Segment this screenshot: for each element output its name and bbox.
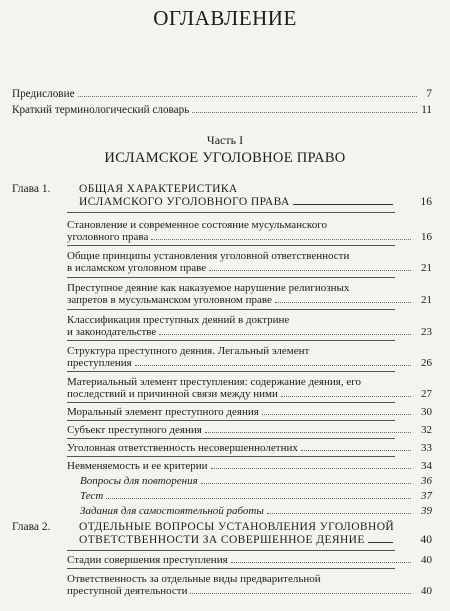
toc-entry-label: Невменяемость и ее критерии	[67, 460, 208, 472]
chapter-page: 16	[420, 196, 432, 208]
chapter-1-heading[interactable]	[12, 183, 432, 211]
toc-entry-label-cont: запретов в мусульманском уголовном праве	[67, 294, 272, 306]
toc-entry-preface[interactable]	[12, 88, 432, 101]
divider	[67, 550, 395, 551]
toc-entry-page: 36	[421, 475, 432, 487]
toc-entry[interactable]	[67, 424, 432, 436]
toc-entry-label: Классификация преступных деяний в доктрине	[67, 314, 290, 326]
divider	[67, 438, 395, 439]
toc-entry-page: 26	[421, 357, 432, 369]
leader-dots	[159, 334, 411, 335]
toc-entry-test[interactable]	[67, 490, 432, 502]
toc-entry-page: 34	[421, 460, 432, 472]
leader-dots	[275, 302, 411, 303]
divider	[67, 212, 395, 213]
toc-entry-label: Вопросы для повторения	[80, 475, 198, 487]
toc-entry[interactable]	[67, 442, 432, 454]
chapter-title-line1: ОТДЕЛЬНЫЕ ВОПРОСЫ УСТАНОВЛЕНИЯ УГОЛОВНОЙ	[79, 521, 395, 533]
toc-entry-label-cont: уголовного права	[67, 231, 149, 243]
toc-entry-label: Тест	[80, 490, 104, 502]
leader-dots	[106, 498, 411, 499]
toc-entry-label: Становление и современное состояние мусульманского	[67, 219, 327, 231]
toc-entry-page: 40	[421, 554, 432, 566]
toc-entry-label: Общие принципы установления уголовной ответственности	[67, 250, 350, 262]
toc-entry-page: 21	[421, 262, 432, 274]
toc-entry[interactable]	[67, 554, 432, 566]
toc-entry-label-cont: в исламском уголовном праве	[67, 262, 207, 274]
toc-entry-label: Ответственность за отдельные виды предварительной	[67, 573, 321, 585]
toc-entry-page: 32	[421, 424, 432, 436]
chapter-2-heading[interactable]	[12, 521, 432, 549]
toc-entry[interactable]	[67, 282, 432, 306]
toc-entry-label-cont: преступления	[67, 357, 132, 369]
divider	[67, 420, 395, 421]
divider	[67, 340, 395, 341]
divider	[67, 456, 395, 457]
toc-entry-label: Материальный элемент преступления: содержание деяния, его	[67, 376, 361, 388]
page-title: ОГЛАВЛЕНИЕ	[153, 6, 297, 30]
toc-entry-label: Уголовная ответственность несовершеннолетних	[67, 442, 298, 454]
toc-entry-label: Стадии совершения преступления	[67, 554, 228, 566]
toc-entry[interactable]	[67, 376, 432, 400]
chapter-title-line2: ИСЛАМСКОГО УГОЛОВНОГО ПРАВА	[79, 196, 290, 208]
leader-dots	[262, 414, 411, 415]
toc-entry-label: Преступное деяние как наказуемое нарушение религиозных	[67, 282, 350, 294]
leader-dots	[267, 513, 411, 514]
part-title: ИСЛАМСКОЕ УГОЛОВНОЕ ПРАВО	[104, 150, 346, 166]
toc-entry-self-study[interactable]	[67, 505, 432, 517]
toc-entry-page: 40	[421, 585, 432, 597]
leader-dots	[190, 593, 411, 594]
toc-entry-label: Структура преступного деяния. Легальный элемент	[67, 345, 310, 357]
toc-entry[interactable]	[67, 345, 432, 369]
toc-entry-label-cont: и законодательстве	[67, 326, 157, 338]
toc-entry-label: Предисловие	[12, 88, 75, 100]
leader-dots	[78, 95, 417, 97]
toc-entry[interactable]	[67, 406, 432, 418]
part-label: Часть I	[206, 133, 244, 147]
toc-entry-page: 27	[421, 388, 432, 400]
toc-entry-page: 37	[421, 490, 432, 502]
toc-entry-page: 7	[426, 88, 432, 100]
leader-dots	[151, 239, 411, 240]
toc-entry-page: 30	[421, 406, 432, 418]
leader-dots	[209, 270, 411, 271]
chapter-title-line1: ОБЩАЯ ХАРАКТЕРИСТИКА	[79, 183, 238, 195]
toc-entry-page: 39	[421, 505, 432, 517]
toc-entry[interactable]	[67, 314, 432, 338]
leader-dots	[281, 396, 411, 397]
toc-entry-glossary[interactable]	[12, 104, 432, 117]
toc-entry-review-questions[interactable]	[67, 475, 432, 487]
leader-dots	[301, 450, 411, 451]
toc-entry-label: Субъект преступного деяния	[67, 424, 202, 436]
toc-entry[interactable]	[67, 250, 432, 274]
leader-line	[293, 204, 393, 205]
leader-dots	[192, 111, 417, 113]
leader-dots	[231, 562, 411, 563]
leader-dots	[205, 432, 411, 433]
divider	[67, 245, 395, 246]
leader-dots	[135, 365, 411, 366]
leader-line	[368, 542, 393, 543]
chapter-page: 40	[420, 534, 432, 546]
leader-dots	[201, 483, 411, 484]
toc-entry-page: 23	[421, 326, 432, 338]
leader-dots	[211, 468, 411, 469]
toc-entry-label: Краткий терминологический словарь	[12, 104, 190, 116]
toc-entry[interactable]	[67, 460, 432, 472]
toc-entry-label-cont: преступной деятельности	[67, 585, 188, 597]
divider	[67, 309, 395, 310]
toc-entry-label: Моральный элемент преступного деяния	[67, 406, 259, 418]
toc-entry-label-cont: последствий и причинной связи между ними	[67, 388, 278, 400]
toc-entry[interactable]	[67, 573, 432, 597]
chapter-number: Глава 2.	[12, 521, 51, 533]
toc-entry[interactable]	[67, 219, 432, 243]
chapter-title-line2: ОТВЕТСТВЕННОСТИ ЗА СОВЕРШЕННОЕ ДЕЯНИЕ	[79, 534, 365, 546]
chapter-number: Глава 1.	[12, 183, 51, 195]
toc-entry-page: 16	[421, 231, 432, 243]
toc-entry-page: 21	[421, 294, 432, 306]
divider	[67, 277, 395, 278]
divider	[67, 371, 395, 372]
toc-entry-page: 33	[421, 442, 432, 454]
divider	[67, 402, 395, 403]
divider	[67, 568, 395, 569]
toc-entry-label: Задания для самостоятельной работы	[80, 505, 264, 517]
toc-entry-page: 11	[421, 104, 432, 116]
